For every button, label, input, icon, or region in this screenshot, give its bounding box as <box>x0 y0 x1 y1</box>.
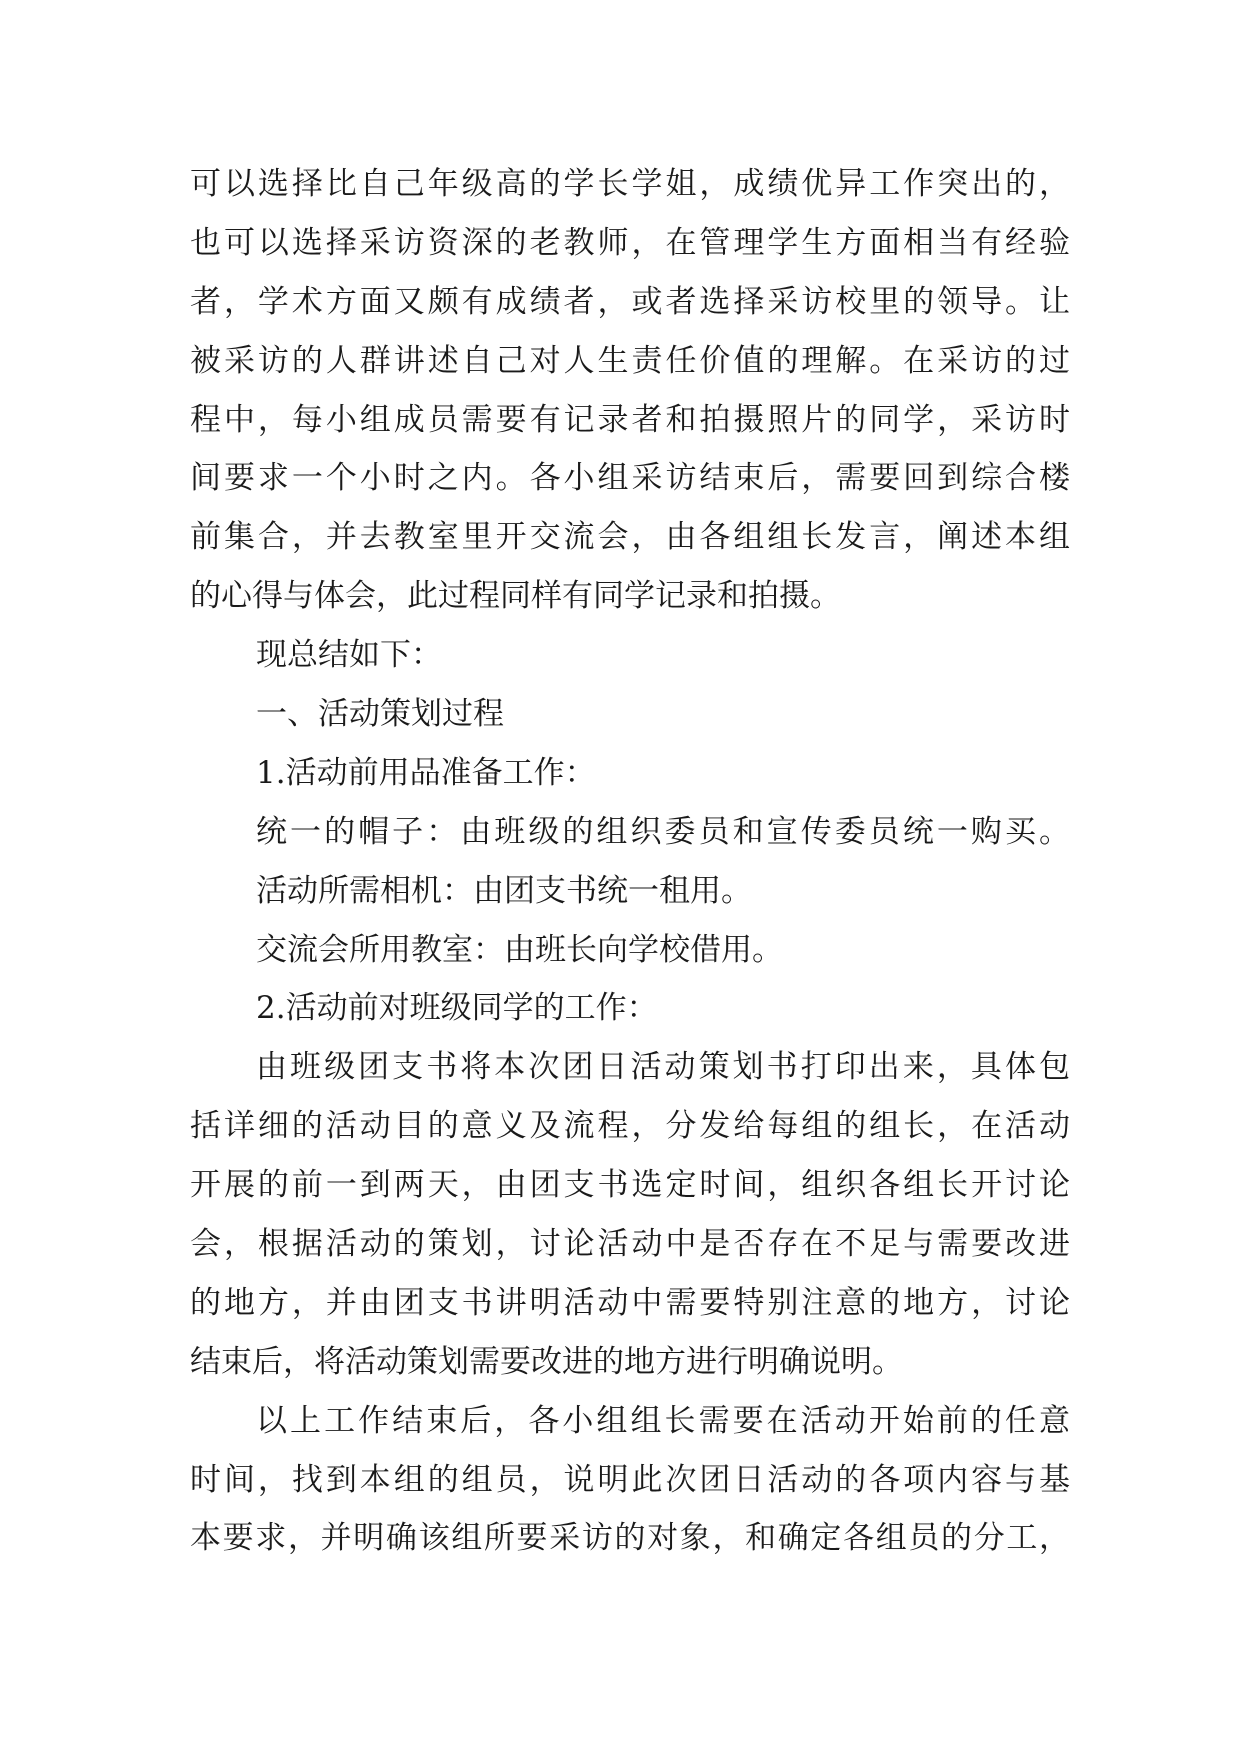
text-line: 现总结如下： <box>256 637 442 674</box>
text-line: 被采访的人群讲述自己对人生责任价值的理解。在采访的过 <box>190 342 1070 379</box>
text-line: 活动所需相机：由团支书统一租用。 <box>256 872 752 909</box>
text-line: 的心得与体会，此过程同样有同学记录和拍摄。 <box>190 578 841 615</box>
text-line: 1.活动前用品准备工作： <box>256 754 596 791</box>
text-line: 前集合，并去教室里开交流会，由各组组长发言，阐述本组 <box>190 519 1070 556</box>
text-line: 统一的帽子：由班级的组织委员和宣传委员统一购买。 <box>256 813 1070 850</box>
text-line: 间要求一个小时之内。各小组采访结束后，需要回到综合楼 <box>190 460 1070 497</box>
text-line: 会，根据活动的策划，讨论活动中是否存在不足与需要改进 <box>190 1226 1070 1263</box>
text-line: 时间，找到本组的组员，说明此次团日活动的各项内容与基 <box>190 1461 1070 1498</box>
text-line: 以上工作结束后，各小组组长需要在活动开始前的任意 <box>256 1402 1070 1439</box>
text-line: 的地方，并由团支书讲明活动中需要特别注意的地方，讨论 <box>190 1284 1070 1321</box>
text-line: 交流会所用教室：由班长向学校借用。 <box>256 931 783 968</box>
text-line: 括详细的活动目的意义及流程，分发给每组的组长，在活动 <box>190 1108 1070 1145</box>
text-line: 2.活动前对班级同学的工作： <box>256 990 658 1027</box>
text-line: 本要求，并明确该组所要采访的对象，和确定各组员的分工， <box>190 1520 1070 1557</box>
text-line: 结束后，将活动策划需要改进的地方进行明确说明。 <box>190 1343 903 1380</box>
text-line: 者，学术方面又颇有成绩者，或者选择采访校里的领导。让 <box>190 283 1070 320</box>
text-line: 由班级团支书将本次团日活动策划书打印出来，具体包 <box>256 1049 1070 1086</box>
document-body <box>190 155 1070 1568</box>
text-line: 一、活动策划过程 <box>256 696 504 733</box>
text-line: 开展的前一到两天，由团支书选定时间，组织各组长开讨论 <box>190 1167 1070 1204</box>
text-line: 可以选择比自己年级高的学长学姐，成绩优异工作突出的， <box>190 166 1070 202</box>
text-line: 也可以选择采访资深的老教师，在管理学生方面相当有经验 <box>190 224 1070 261</box>
text-line: 程中，每小组成员需要有记录者和拍摄照片的同学，采访时 <box>190 401 1070 438</box>
